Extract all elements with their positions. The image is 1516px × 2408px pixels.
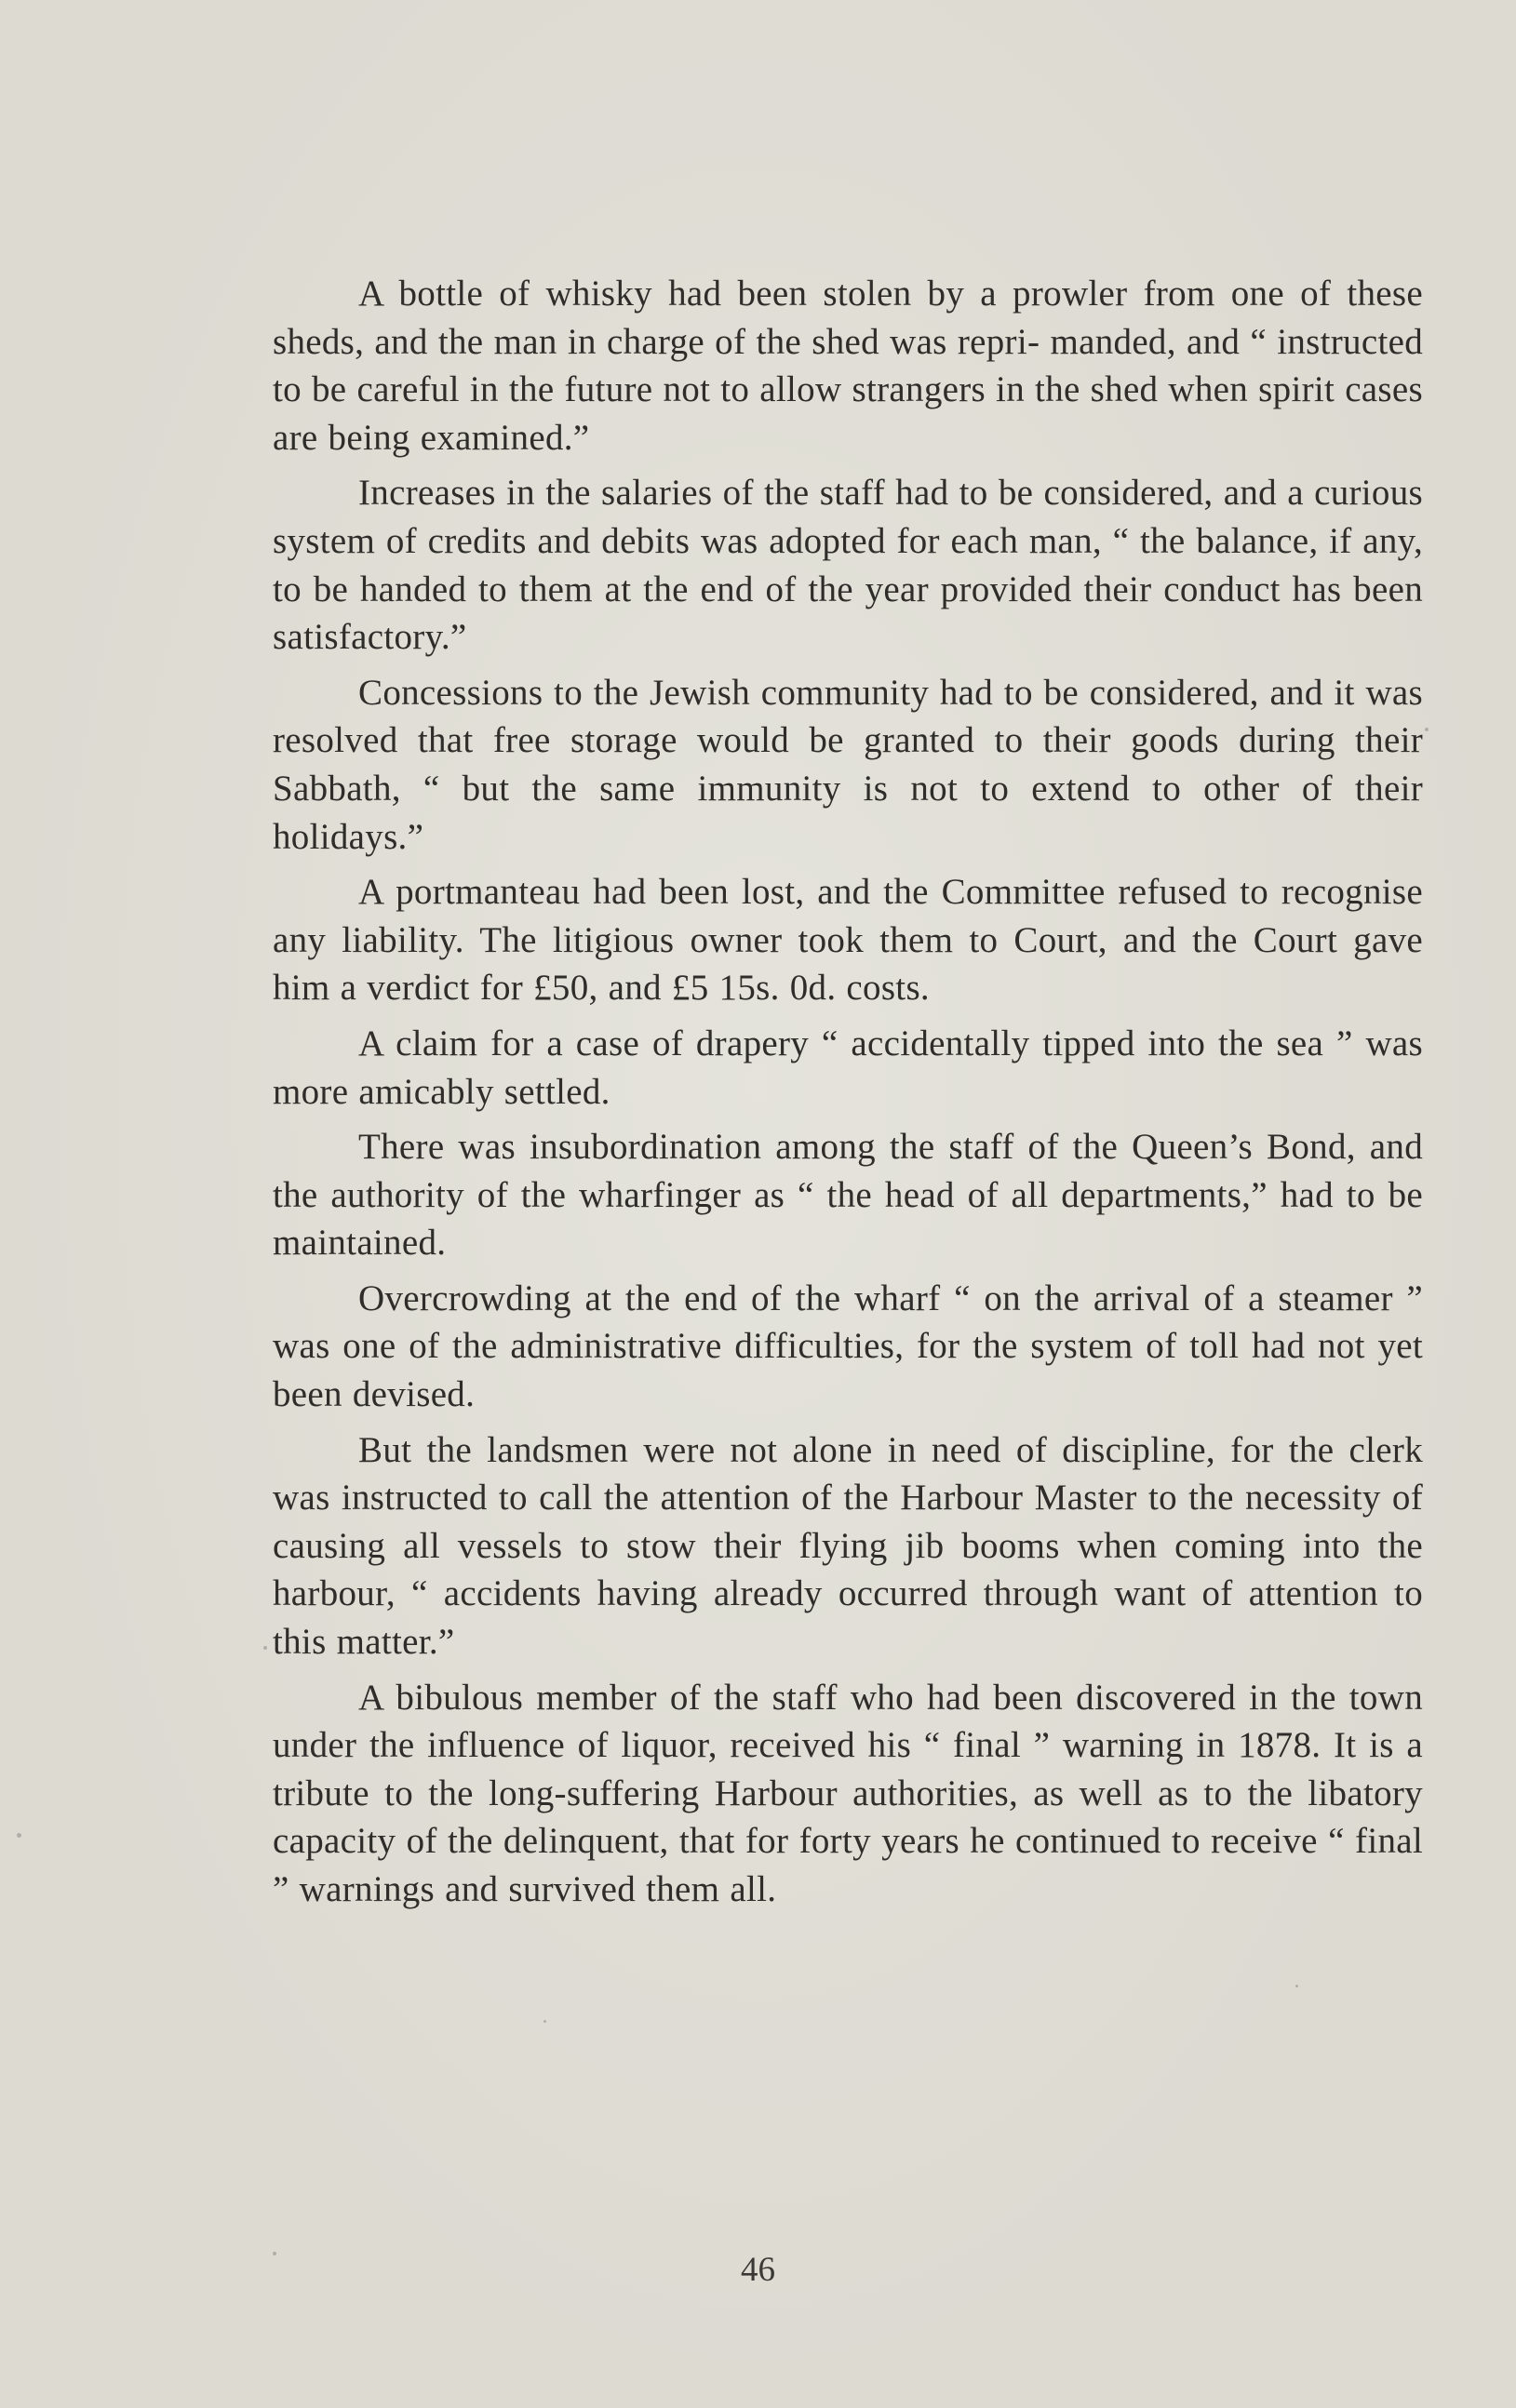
paragraph-drapery: A claim for a case of drapery “ accidentally tipped into the sea ” was more amicably settled. <box>273 1023 1423 1112</box>
body-text <box>273 270 1423 1921</box>
paper-speck <box>543 2020 546 2023</box>
paper-speck <box>17 1833 21 1838</box>
paragraph-concessions: Concessions to the Jewish community had to be considered, and it was resolved that free storage would be granted to their goods during their Sabbath, “ but the same immunity is not to extend to other of their holidays.” <box>273 672 1423 857</box>
paragraph-discipline: But the landsmen were not alone in need of discipline, for the clerk was instructed to call the attention of the Harbour Master to the necessity of causing all vessels to stow their flying jib booms when coming into the harbour, “ accidents having already occurred through want of attention to this matter.” <box>273 1429 1423 1663</box>
paragraph-bibulous-member: A bibulous member of the staff who had been discovered in the town under the influence of liquor, received his “ final ” warning in 1878. It is a tribute to the long-suffering Harbour authorities, as well as to the libatory capacity of the delinquent, that for forty years he continued to receive “ final ” warnings and survived them all. <box>273 1677 1423 1909</box>
paragraph-insubordination: There was insubordination among the staff of the Queen’s Bond, and the authority of the wharfinger as “ the head of all departments,” had to be maintained. <box>273 1127 1423 1264</box>
paragraph-portmanteau: A portmanteau had been lost, and the Committee refused to recognise any liability. The litigious owner took them to Court, and the Court gave him a verdict for £50, and £5 15s. 0d. costs. <box>273 872 1423 1009</box>
page-number: 46 <box>741 2251 775 2289</box>
paper-speck <box>1295 1985 1298 1987</box>
paragraph-salaries: Increases in the salaries of the staff had to be considered, and a curious system of credits and debits was adopted for each man, “ the balance, if any, to be handed to them at the end of the year provided their conduct has been satisfactory.” <box>273 473 1423 658</box>
paragraph-whisky: A bottle of whisky had been stolen by a prowler from one of these sheds, and the man in charge of the shed was repri- manded, and “ instructed to be careful in the future not to allow strangers in the shed when spirit cases are being examined.” <box>273 274 1423 458</box>
paper-speck <box>263 1646 267 1650</box>
paragraph-overcrowding: Overcrowding at the end of the wharf “ on the arrival of a steamer ” was one of the administrative difficulties, for the system of toll had not yet been devised. <box>273 1278 1423 1415</box>
paper-speck <box>1425 728 1429 731</box>
paper-speck <box>273 2252 276 2255</box>
